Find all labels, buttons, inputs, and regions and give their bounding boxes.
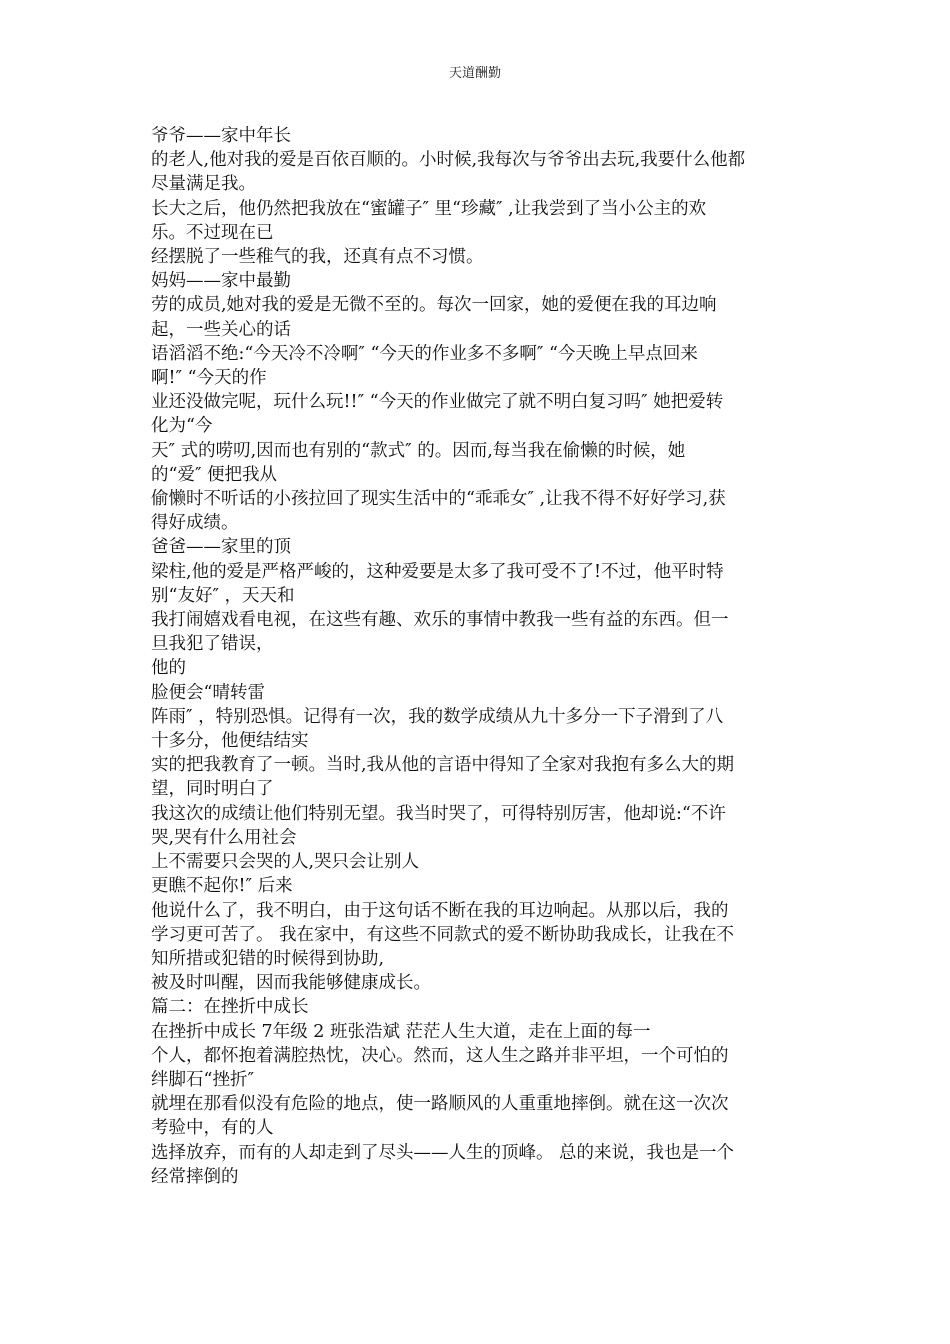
text-line: 被及时叫醒，因而我能够健康成长。: [151, 973, 431, 994]
text-line: 我这次的成绩让他们特别无望。我当时哭了，可得特别厉害，他却说:“不许: [151, 803, 726, 824]
text-line: 偷懒时不听话的小孩拉回了现实生活中的“乖乖女″ ,让我不得不好好学习,获: [151, 489, 726, 510]
text-line: 经摆脱了一些稚气的我，还真有点不习惯。: [151, 247, 484, 268]
text-line: 爸爸——家里的顶: [151, 537, 291, 558]
text-line: 梁柱,他的爱是严格严峻的，这种爱要是太多了我可受不了!不过，他平时特: [151, 561, 724, 582]
text-line: 起，一些关心的话: [151, 319, 291, 340]
text-line: 妈妈——家中最勤: [151, 271, 291, 292]
text-line: 语滔滔不绝:“今天冷不冷啊″ “今天的作业多不多啊″ “今天晚上早点回来: [151, 343, 698, 364]
text-line: 望，同时明白了: [151, 779, 274, 800]
text-line: 的老人,他对我的爱是百依百顺的。小时候,我每次与爷爷出去玩,我要什么他都: [151, 150, 746, 171]
text-line: 在挫折中成长 7年级 2 班张浩斌 茫茫人生大道，走在上面的每一: [151, 1021, 651, 1042]
text-line: 乐。不过现在已: [151, 222, 274, 243]
text-line: 长大之后，他仍然把我放在“蜜罐子″ 里“珍藏″ ,让我尝到了当小公主的欢: [151, 198, 707, 219]
text-line: 实的把我教育了一顿。当时,我从他的言语中得知了全家对我抱有多么大的期: [151, 755, 735, 776]
text-line: 他的: [151, 658, 186, 679]
text-line: 个人，都怀抱着满腔热忱，决心。然而，这人生之路并非平坦，一个可怕的: [151, 1045, 729, 1066]
text-line: 我打闹嬉戏看电视，在这些有趣、欢乐的事情中教我一些有益的东西。但一: [151, 610, 729, 631]
text-line: 脸便会“晴转雷: [151, 682, 265, 703]
text-line: 劳的成员,她对我的爱是无微不至的。每次一回家，她的爱便在我的耳边响: [151, 295, 717, 316]
text-line: 哭,哭有什么用社会: [151, 827, 297, 848]
document-body: [151, 124, 811, 1189]
text-line: 知所措或犯错的时候得到协助,: [151, 948, 385, 969]
text-line: 就埋在那看似没有危险的地点，使一路顺风的人重重地摔倒。就在这一次次: [151, 1094, 729, 1115]
text-line: 别“友好″ ，天天和: [151, 585, 295, 606]
text-line: 尽量满足我。: [151, 174, 256, 195]
text-line: 选择放弃，而有的人却走到了尽头——人生的顶峰。 总的来说，我也是一个: [151, 1142, 735, 1163]
text-line: 绊脚石“挫折″: [151, 1069, 254, 1090]
text-line: 啊!″ “今天的作: [151, 368, 267, 389]
text-line: 篇二：在挫折中成长: [151, 997, 309, 1018]
text-line: 上不需要只会哭的人,哭只会让别人: [151, 852, 420, 873]
page-header: 天道酬勤: [448, 66, 501, 81]
text-line: 他说什么了，我不明白，由于这句话不断在我的耳边响起。从那以后，我的: [151, 900, 729, 921]
text-line: 十多分，他便结结实: [151, 731, 309, 752]
text-line: 爷爷——家中年长: [151, 126, 291, 146]
text-line: 得好成绩。: [151, 513, 239, 534]
text-line: 化为“今: [151, 416, 213, 437]
text-line: 阵雨″ ，特别恐惧。记得有一次，我的数学成绩从九十多分一下子滑到了八: [151, 706, 724, 727]
text-line: 旦我犯了错误，: [151, 634, 274, 655]
text-line: 学习更可苦了。 我在家中，有这些不同款式的爱不断协助我成长，让我在不: [151, 924, 735, 945]
text-line: 考验中，有的人: [151, 1118, 274, 1139]
text-line: 经常摔倒的: [151, 1166, 239, 1187]
text-line: 的“爱″ 便把我从: [151, 464, 278, 485]
text-line: 更瞧不起你!″ 后来: [151, 876, 293, 897]
text-line: 业还没做完呢，玩什么玩!!″ “今天的作业做完了就不明白复习吗″ 她把爱转: [151, 392, 724, 413]
text-line: 天″ 式的唠叨,因而也有别的“款式″ 的。因而,每当我在偷懒的时候，她: [151, 440, 686, 461]
